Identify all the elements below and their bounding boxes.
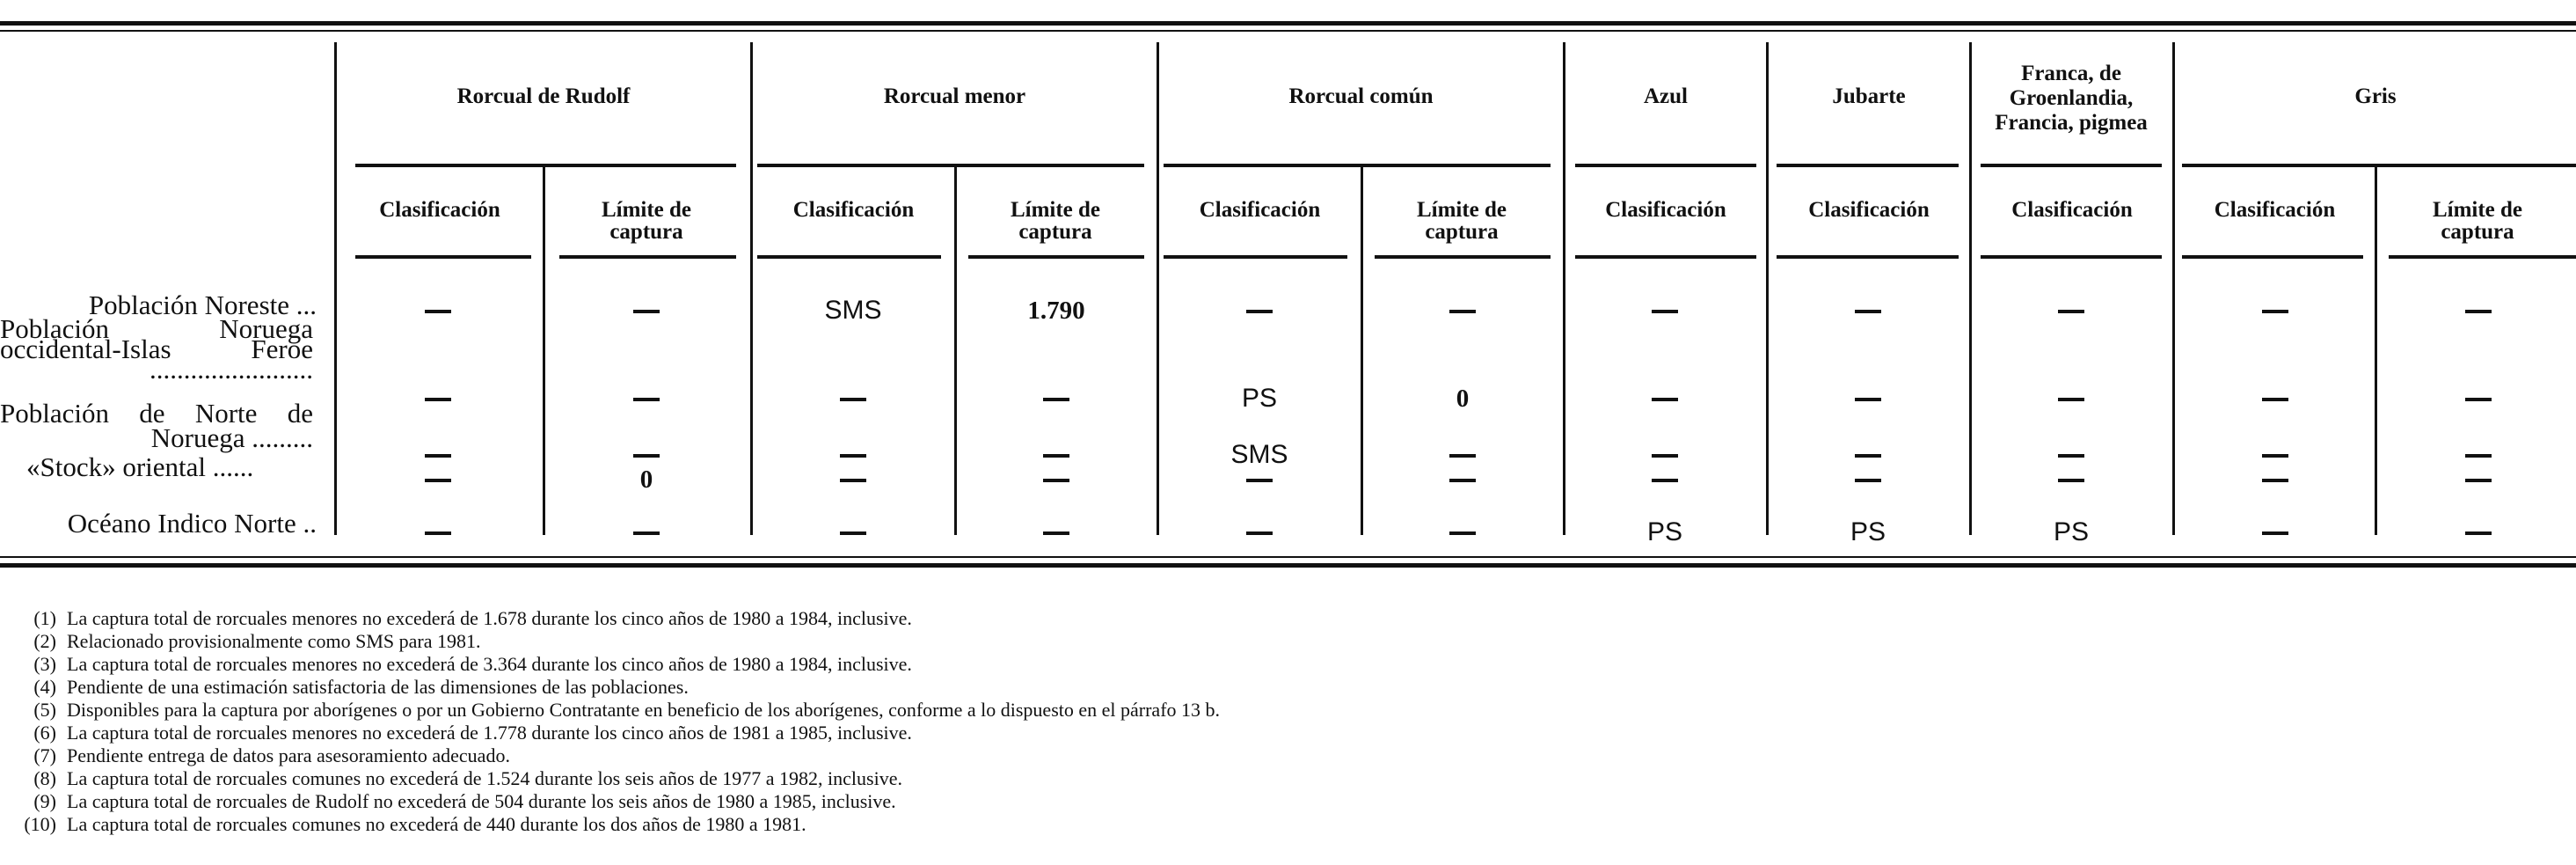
- table-cell-dash: [2058, 454, 2084, 458]
- table-cell-dash: [425, 454, 451, 458]
- row-label: Océano Indico Norte ..: [67, 508, 317, 539]
- footnote: (5) Disponibles para la captura por aborígenes o por un Gobierno Contratante en beneficio de los aborígenes, conforme a lo dispuesto en el párrafo 13 b.: [33, 699, 1221, 721]
- table-cell: PS: [1241, 384, 1278, 413]
- subheader-rule: [2389, 255, 2576, 259]
- top-rule-thin: [0, 30, 2576, 32]
- column-separator: [2172, 42, 2175, 535]
- table-cell-dash: [633, 454, 660, 458]
- subheader-clasificacion: Clasificación: [1808, 198, 1930, 222]
- column-separator: [1969, 42, 1972, 535]
- group-rule: [1575, 164, 1756, 167]
- column-separator: [2375, 167, 2377, 535]
- table-cell-dash: [840, 479, 866, 482]
- table-cell-dash: [633, 310, 660, 313]
- table-cell-dash: [1855, 310, 1881, 313]
- table-cell-dash: [2465, 454, 2492, 458]
- table-cell-dash: [1043, 398, 1069, 401]
- subheader-rule: [1375, 255, 1551, 259]
- column-separator: [1766, 42, 1769, 535]
- subheader-rule: [1777, 255, 1959, 259]
- bottom-rule-thick: [0, 563, 2576, 568]
- table-cell: PS: [2053, 517, 2090, 546]
- table-cell-dash: [1246, 310, 1273, 313]
- group-rule: [2182, 164, 2576, 167]
- footnote: (9) La captura total de rorcuales de Rudolf no excederá de 504 durante los seis años de 1980 a 1985, inclusive.: [33, 790, 896, 812]
- table-cell-dash: [1246, 479, 1273, 482]
- column-separator: [954, 167, 957, 535]
- table-cell-dash: [2262, 479, 2288, 482]
- subheader-clasificacion: Clasificación: [2214, 198, 2336, 222]
- subheader-limite-de-captura: Límite de captura: [601, 198, 692, 244]
- group-header-rorcual-de-rudolf: Rorcual de Rudolf: [456, 84, 631, 108]
- table-cell: PS: [1646, 517, 1683, 546]
- footnote: (6) La captura total de rorcuales menores no excederá de 1.778 durante los cinco años de 1981 a 1985, inclusive.: [33, 722, 912, 744]
- subheader-rule: [355, 255, 531, 259]
- table-cell-dash: [1652, 310, 1678, 313]
- subheader-rule: [1981, 255, 2162, 259]
- group-rule: [1777, 164, 1959, 167]
- table-cell-dash: [2465, 398, 2492, 401]
- column-separator: [1157, 42, 1159, 535]
- table-cell-dash: [1855, 398, 1881, 401]
- table-cell-dash: [1043, 479, 1069, 482]
- footnote: (4) Pendiente de una estimación satisfactoria de las dimensiones de las poblaciones.: [33, 676, 689, 698]
- table-cell-dash: [2465, 310, 2492, 313]
- table-cell-dash: [2058, 398, 2084, 401]
- table-cell-dash: [1043, 454, 1069, 458]
- table-cell-dash: [1652, 454, 1678, 458]
- bottom-rule-thin: [0, 556, 2576, 558]
- table-cell-dash: [2058, 479, 2084, 482]
- table-cell: 1.790: [1027, 297, 1085, 325]
- subheader-clasificacion: Clasificación: [792, 198, 915, 222]
- table-cell-dash: [1246, 531, 1273, 535]
- group-rule: [355, 164, 736, 167]
- table-cell-dash: [1855, 454, 1881, 458]
- group-header-franca: Franca, de Groenlandia, Francia, pigmea: [1995, 62, 2148, 135]
- table-cell-dash: [1043, 531, 1069, 535]
- group-header-azul: Azul: [1644, 84, 1688, 108]
- top-rule-thick: [0, 21, 2576, 26]
- table-cell-dash: [1449, 479, 1476, 482]
- table-cell: SMS: [824, 296, 882, 325]
- table-cell: 0: [1456, 385, 1470, 413]
- group-rule: [757, 164, 1144, 167]
- subheader-clasificacion: Clasificación: [1199, 198, 1321, 222]
- table-cell-dash: [633, 398, 660, 401]
- subheader-clasificacion: Clasificación: [2011, 198, 2133, 222]
- table-cell-dash: [2465, 479, 2492, 482]
- table-cell-dash: [2262, 454, 2288, 458]
- table-cell-dash: [1449, 531, 1476, 535]
- subheader-limite-de-captura: Límite de captura: [1010, 198, 1101, 244]
- group-header-jubarte: Jubarte: [1832, 84, 1906, 108]
- subheader-limite-de-captura: Límite de captura: [2432, 198, 2523, 244]
- subheader-rule: [559, 255, 736, 259]
- table-cell: PS: [1850, 517, 1886, 546]
- row-label: Población de Norte de Noruega .........: [0, 398, 313, 453]
- table-cell-dash: [2262, 398, 2288, 401]
- footnote: (2) Relacionado provisionalmente como SMS para 1981.: [33, 630, 481, 652]
- table-cell-dash: [1652, 398, 1678, 401]
- table-cell-dash: [1652, 479, 1678, 482]
- subheader-clasificacion: Clasificación: [1605, 198, 1726, 222]
- group-header-rorcual-menor: Rorcual menor: [883, 84, 1026, 108]
- table-cell-dash: [2465, 531, 2492, 535]
- subheader-rule: [757, 255, 941, 259]
- column-separator: [1563, 42, 1565, 535]
- subheader-rule: [2182, 255, 2363, 259]
- footnote: (1) La captura total de rorcuales menores no excederá de 1.678 durante los cinco años de 1980 a 1984, inclusive.: [33, 607, 912, 629]
- row-label: «Stock» oriental ......: [26, 451, 254, 482]
- group-header-gris: Gris: [2354, 84, 2397, 108]
- footnote: (8) La captura total de rorcuales comunes no excederá de 1.524 durante los seis años de 1977 a 1982, inclusive.: [33, 767, 902, 789]
- subheader-limite-de-captura: Límite de captura: [1416, 198, 1507, 244]
- table-cell-dash: [2058, 310, 2084, 313]
- row-label: Población Noreste ...: [88, 290, 317, 320]
- table-cell-dash: [425, 398, 451, 401]
- table-cell-dash: [2262, 310, 2288, 313]
- table-cell-dash: [425, 531, 451, 535]
- row-label: Población Noruega occidental-Islas Feroe ........................: [0, 313, 313, 385]
- subheader-rule: [968, 255, 1144, 259]
- table-cell-dash: [1855, 479, 1881, 482]
- footnote: (7) Pendiente entrega de datos para asesoramiento adecuado.: [33, 744, 510, 766]
- table-cell-dash: [425, 310, 451, 313]
- table-cell: 0: [639, 465, 653, 494]
- table-cell-dash: [633, 531, 660, 535]
- column-separator: [543, 167, 545, 535]
- column-separator: [750, 42, 753, 535]
- table-cell-dash: [840, 531, 866, 535]
- group-rule: [1981, 164, 2162, 167]
- table-cell-dash: [425, 479, 451, 482]
- subheader-rule: [1575, 255, 1756, 259]
- table-cell-dash: [2262, 531, 2288, 535]
- subheader-clasificacion: Clasificación: [379, 198, 500, 222]
- table-cell: SMS: [1230, 440, 1288, 469]
- table-cell-dash: [840, 454, 866, 458]
- column-separator: [1361, 167, 1363, 535]
- subheader-rule: [1164, 255, 1347, 259]
- table-cell-dash: [1449, 310, 1476, 313]
- footnote: (3) La captura total de rorcuales menores no excederá de 3.364 durante los cinco años de 1980 a 1984, inclusive.: [33, 653, 912, 675]
- footnote: (10) La captura total de rorcuales comunes no excederá de 440 durante los dos años de 1980 a 1981.: [24, 813, 806, 835]
- table-cell-dash: [840, 398, 866, 401]
- group-header-rorcual-comun: Rorcual común: [1288, 84, 1434, 108]
- group-rule: [1164, 164, 1551, 167]
- table-cell-dash: [1449, 454, 1476, 458]
